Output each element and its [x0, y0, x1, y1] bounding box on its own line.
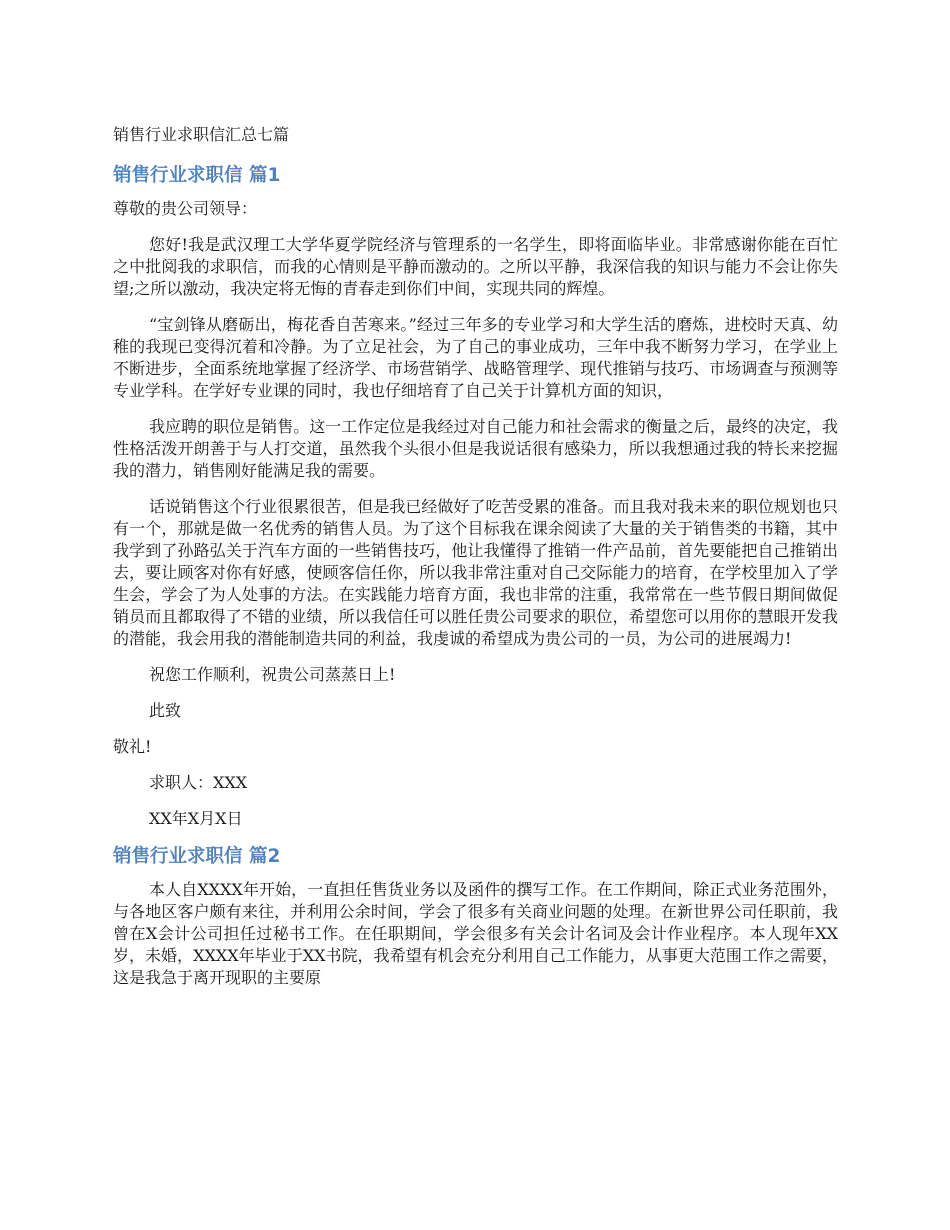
letter-section-1 [113, 163, 838, 830]
signature: 求职人：XXX [149, 773, 248, 792]
letter-section-2 [113, 844, 838, 989]
paragraph: 我应聘的职位是销售。这一工作定位是我经过对自己能力和社会需求的衡量之后，最终的决定，我性格活泼开朗善于与人打交道，虽然我个头很小但是我说话很有感染力，所以我想通过我的特长来挖掘我的潜力，销售刚好能满足我的需要。 [113, 417, 838, 480]
paragraph: 本人自XXXX年开始，一直担任售货业务以及函件的撰写工作。在工作期间，除正式业务范围外，与各地区客户颇有来往，并利用公余时间，学会了很多有关商业问题的处理。在新世界公司任职前，我曾在X会计公司担任过秘书工作。在任职期间，学会很多有关会计名词及会计作业程序。本人现年XX岁，未婚，XXXX年毕业于XX书院，我希望有机会充分利用自己工作能力，从事更大范围工作之需要，这是我急于离开现职的主要原 [113, 880, 838, 987]
paragraph: 话说销售这个行业很累很苦，但是我已经做好了吃苦受累的准备。而且我对我未来的职位规划也只有一个，那就是做一名优秀的销售人员。为了这个目标我在课余阅读了大量的关于销售类的书籍，其中我学到了孙路弘关于汽车方面的一些销售技巧，他让我懂得了推销一件产品前，首先要能把自己推销出去，要让顾客对你有好感，使顾客信任你，所以我非常注重对自己交际能力的培育，在学校里加入了学生会，学会了为人处事的方法。在实践能力培育方面，我也非常的注重，我常常在一些节假日期间做促销员而且都取得了不错的业绩，所以我信任可以胜任贵公司要求的职位，希望您可以用你的慧眼开发我的潜能，我会用我的潜能制造共同的利益，我虔诚的希望成为贵公司的一员，为公司的进展竭力! [113, 497, 838, 648]
closing-phrase: 此致 [149, 701, 182, 720]
paragraph: “宝剑锋从磨砺出，梅花香自苦寒来。”经过三年多的专业学习和大学生活的磨炼，进校时天真、幼稚的我现已变得沉着和冷静。为了立足社会，为了自己的事业成功，三年中我不断努力学习，在学业上不断进步，全面系统地掌握了经济学、市场营销学、战略管理学、现代推销与技巧、市场调查与预测等专业学科。在学好专业课的同时，我也仔细培育了自己关于计算机方面的知识， [113, 315, 838, 400]
closing-wish: 祝您工作顺利，祝贵公司蒸蒸日上! [149, 665, 396, 684]
salute: 敬礼! [113, 737, 152, 756]
section-heading-2: 销售行业求职信 篇2 [113, 846, 281, 867]
section-heading-1: 销售行业求职信 篇1 [113, 165, 281, 186]
greeting: 尊敬的贵公司领导： [113, 199, 258, 218]
document-title: 销售行业求职信汇总七篇 [113, 125, 290, 144]
paragraph: 您好!我是武汉理工大学华夏学院经济与管理系的一名学生，即将面临毕业。非常感谢你能在百忙之中批阅我的求职信，而我的心情则是平静而激动的。之所以平静，我深信我的知识与能力不会让你失望;之所以激动，我决定将无悔的青春走到你们中间，实现共同的辉煌。 [113, 235, 838, 298]
letter-date: XX年X月X日 [149, 809, 243, 828]
